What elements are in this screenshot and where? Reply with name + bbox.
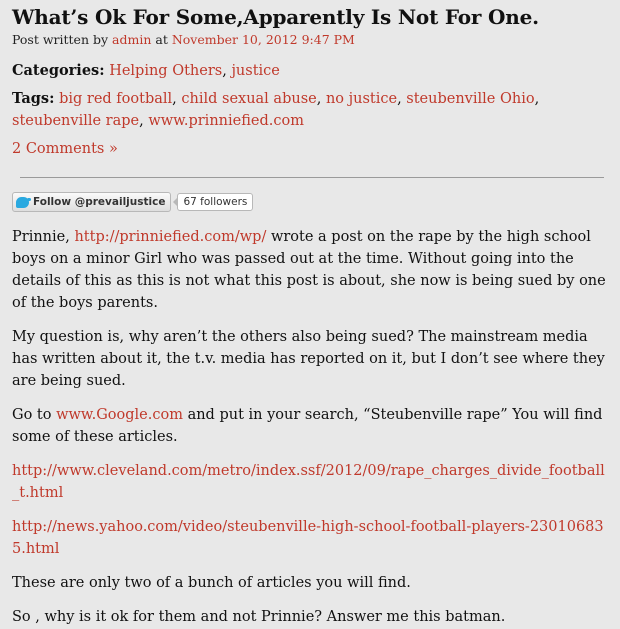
tag-link[interactable]: steubenville Ohio [406,91,535,107]
categories-label: Categories [12,62,100,79]
paragraph [12,516,608,560]
paragraph [12,404,608,448]
twitter-follow-widget [12,191,608,213]
label-colon: : [99,62,105,79]
twitter-follow-label: Follow @prevailjustice [33,196,166,208]
google-link[interactable]: www.Google.com [56,407,183,423]
meta-at: at [155,32,168,47]
tags-row: Tags: big red football, child sexual abuse, no justice, steubenville Ohio, steubenville rape, www.prinniefied.com [12,90,540,129]
meta-prefix: Post written by [12,32,109,47]
tag-link[interactable]: big red football [59,91,173,107]
category-link[interactable]: justice [231,63,280,79]
tag-link[interactable]: child sexual abuse [181,91,317,107]
paragraph-text: Go to [12,407,52,423]
paragraph-text: and put in your search, “Steubenville rape” You will find some of these articles. [12,407,603,445]
tag-link[interactable]: no justice [325,91,398,107]
yahoo-article-link[interactable]: http://news.yahoo.com/video/steubenville-high-school-football-players-230106835.html [12,519,604,557]
tags-label: Tags [12,90,50,107]
paragraph: My question is, why aren’t the others also being sued? The mainstream media has written about it, the t.v. media has reported on it, but I don’t see where they are being sued. [12,329,605,389]
prinniefied-link[interactable]: http://prinniefied.com/wp/ [74,229,267,245]
tag-link[interactable]: www.prinniefied.com [148,113,304,129]
paragraph-text: Prinnie, [12,229,70,245]
paragraph [12,226,608,314]
paragraph [12,460,608,504]
comments-link[interactable]: 2 Comments » [12,141,118,157]
paragraph: These are only two of a bunch of articles you will find. [12,575,411,591]
follower-count-badge[interactable]: 67 followers [177,193,253,211]
category-link[interactable]: Helping Others [109,63,223,79]
date-link[interactable]: November 10, 2012 9:47 PM [171,32,355,47]
post-body [12,226,608,628]
post-title: What’s Ok For Some,Apparently Is Not For One. [12,5,539,29]
paragraph: So , why is it ok for them and not Prinnie? Answer me this batman. [12,609,506,625]
paragraph-text: wrote a post on the rape by the high school boys on a minor Girl who was passed out at the time. Without going into the details of this as this is not what this post is about, she now is being sued by one of the boys parents. [12,229,606,311]
author-link[interactable]: admin [112,32,152,47]
post-meta [12,31,608,48]
twitter-bird-icon [16,197,29,208]
comments-row [12,138,608,160]
tag-link[interactable]: steubenville rape [12,113,140,129]
divider [20,177,604,178]
categories-row: Categories: Helping Others, justice [12,62,280,79]
label-colon: : [49,90,55,107]
cleveland-article-link[interactable]: http://www.cleveland.com/metro/index.ssf/2012/09/rape_charges_divide_football_t.html [12,463,605,501]
twitter-follow-button[interactable] [12,192,171,212]
